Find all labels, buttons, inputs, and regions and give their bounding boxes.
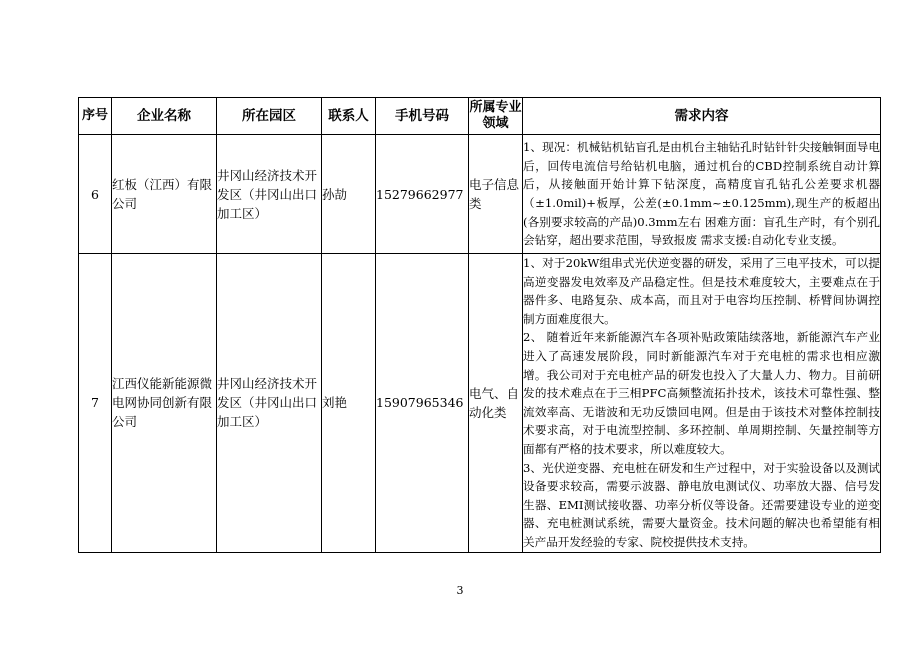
row-phone: 15907965346 bbox=[376, 254, 469, 553]
table-row bbox=[79, 254, 881, 553]
row-index: 6 bbox=[79, 135, 112, 254]
row-field: 电子信息类 bbox=[469, 135, 523, 254]
row-park: 井冈山经济技术开发区（井冈山出口加工区） bbox=[217, 254, 322, 553]
row-field: 电气、自动化类 bbox=[469, 254, 523, 553]
requirements-table bbox=[78, 97, 881, 553]
needs-paragraph: 2、 随着近年来新能源汽车各项补贴政策陆续落地，新能源汽车产业进入了高速发展阶段，同时新能源汽车对于充电桩的需求也相应激增。我公司对于充电桩产品的研发也投入了大量人力、物力。目前研发的技术难点在于三相PFC高频整流拓扑技术，该技术可靠性强、整流效率高、无谐波和无功反馈回电网。但是由于该技术对整体控制技术要求高，对于电流型控制、多环控制、单周期控制、矢量控制等方面都有严格的技术要求，所以难度较大。 bbox=[523, 330, 880, 456]
row-park: 井冈山经济技术开发区（井冈山出口加工区） bbox=[217, 135, 322, 254]
row-needs bbox=[523, 254, 881, 553]
row-phone: 15279662977 bbox=[376, 135, 469, 254]
needs-paragraph: 3、光伏逆变器、充电桩在研发和生产过程中，对于实验设备以及测试设备要求较高，需要示波器、静电放电测试仪、功率放大器、信号发生器、EMI测试接收器、功率分析仪等设备。还需要建设专业的逆变器、充电桩测试系统，需要大量资金。技术问题的解决也希望能有相关产品开发经验的专家、院校提供技术支持。 bbox=[523, 460, 880, 549]
needs-paragraph: 1、现况：机械钻机钻盲孔是由机台主轴钻孔时钻针针尖接触铜面导电后，回传电流信号给钻机电脑，通过机台的CBD控制系统自动计算后，从接触面开始计算下钻深度，高精度盲孔钻孔公差要求机器（±1.0mil)+板厚，公差(±0.1mm~±0.125mm),现生产的板超出(各别要求较高的产品)0.3mm左右 困难方面：盲孔生产时，有个别孔会钻穿，超出要求范围，导致报废 需求支援:自动化专业支援。 bbox=[523, 140, 880, 248]
row-company: 江西仪能新能源微电网协同创新有限公司 bbox=[112, 254, 217, 553]
row-contact: 刘艳 bbox=[322, 254, 376, 553]
header-company: 企业名称 bbox=[112, 98, 217, 135]
header-field: 所属专业领域 bbox=[469, 98, 523, 135]
row-contact: 孙劼 bbox=[322, 135, 376, 254]
row-company: 红板（江西）有限公司 bbox=[112, 135, 217, 254]
page-number: 3 bbox=[456, 584, 464, 597]
header-park: 所在园区 bbox=[217, 98, 322, 135]
table-row bbox=[79, 135, 881, 254]
header-index: 序号 bbox=[79, 98, 112, 135]
header-phone: 手机号码 bbox=[376, 98, 469, 135]
header-needs: 需求内容 bbox=[523, 98, 881, 135]
row-index: 7 bbox=[79, 254, 112, 553]
header-row bbox=[79, 98, 881, 135]
header-contact: 联系人 bbox=[322, 98, 376, 135]
row-needs bbox=[523, 135, 881, 254]
needs-paragraph: 1、对于20kW组串式光伏逆变器的研发，采用了三电平技术，可以提高逆变器发电效率及产品稳定性。但是技术难度较大，主要难点在于器件多、电路复杂、成本高，而且对于电容均压控制、桥臂间协调控制方面难度很大。 bbox=[523, 256, 880, 326]
